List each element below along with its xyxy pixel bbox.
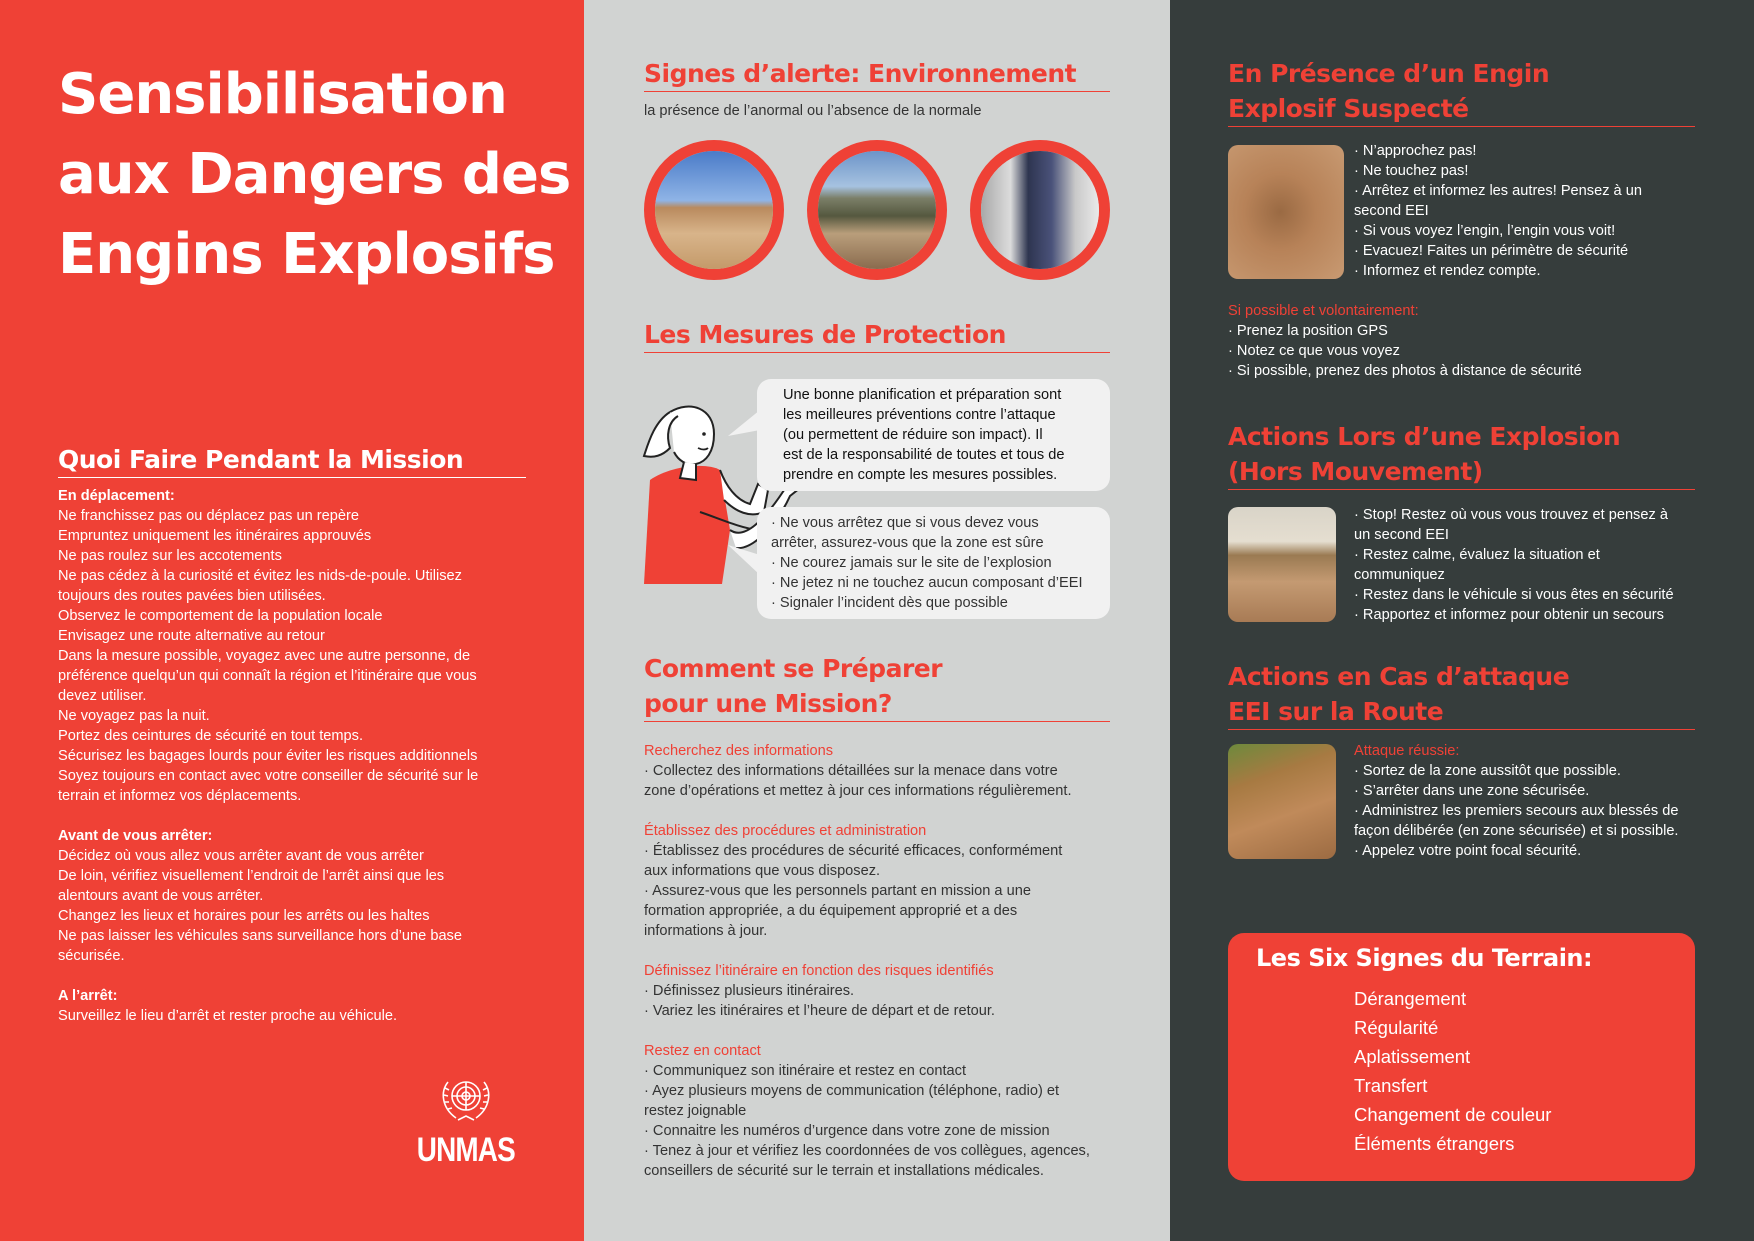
text-line: · Rapportez et informez pour obtenir un secours — [1354, 607, 1664, 623]
text-line: Surveillez le lieu d’arrêt et rester proche au véhicule. — [58, 1008, 398, 1024]
list-item: Changement de couleur — [1354, 1104, 1552, 1125]
text-line: préférence quelqu’un qui connaît la région et l’itinéraire que vous — [58, 668, 477, 684]
text-line: Portez des ceintures de sécurité en tout temps. — [58, 728, 364, 744]
text-line: · Restez dans le véhicule si vous êtes en sécurité — [1354, 587, 1674, 603]
un-emblem-icon — [436, 1072, 496, 1126]
list-item: Aplatissement — [1354, 1046, 1471, 1067]
text-line: · Arrêtez et informez les autres! Pensez à un — [1354, 183, 1642, 199]
possible-title: Si possible et volontairement: — [1228, 303, 1419, 319]
text-line: Empruntez uniquement les itinéraires approuvés — [58, 528, 372, 544]
text-line: · Prenez la position GPS — [1228, 323, 1388, 339]
list-item: Régularité — [1354, 1017, 1439, 1038]
text-line: · Sortez de la zone aussitôt que possible. — [1354, 763, 1621, 779]
prep-section-title: Établissez des procédures et administration — [644, 823, 927, 839]
text-line: · Administrez les premiers secours aux blessés de — [1354, 803, 1679, 819]
mission-body — [58, 486, 558, 1026]
bubble-tail — [728, 410, 760, 440]
alert-subtitle — [644, 101, 1110, 121]
six-signs-title: Les Six Signes du Terrain: — [1256, 944, 1593, 972]
speech-bubble-planning — [757, 379, 1110, 491]
text-line: façon délibérée (en zone sécurisée) et si possible. — [1354, 823, 1679, 839]
text-line: · Connaitre les numéros d’urgence dans votre zone de mission — [644, 1123, 1050, 1139]
text-line: Ne pas roulez sur les accotements — [58, 548, 282, 564]
text-line: un second EEI — [1354, 527, 1449, 543]
left-panel — [0, 0, 584, 1241]
street-photo — [644, 140, 784, 280]
title-line: Engins Explosifs — [58, 222, 555, 287]
text-line: · Si vous voyez l’engin, l’engin vous voit! — [1354, 223, 1616, 239]
text-line: alentours avant de vous arrêter. — [58, 888, 264, 904]
mission-heading — [58, 442, 526, 478]
text-line: · Signaler l’incident dès que possible — [771, 595, 1008, 611]
text-line: · Collectez des informations détaillées sur la menace dans votre — [644, 763, 1058, 779]
heading-text: Les Mesures de Protection — [644, 320, 1006, 349]
text-line: De loin, vérifiez visuellement l’endroit de l’arrêt ainsi que les — [58, 868, 445, 884]
text-line: devez utiliser. — [58, 688, 147, 704]
arret-title: A l’arrêt: — [58, 988, 118, 1004]
six-signs-box — [1228, 933, 1695, 1181]
text-line: prendre en compte les mesures possibles. — [783, 467, 1058, 483]
alert-heading — [644, 56, 1110, 92]
deplacement-title: En déplacement: — [58, 488, 175, 504]
explosion-photo — [1228, 507, 1336, 622]
text-line: · Ne jetez ni ne touchez aucun composant d’EEI — [771, 575, 1083, 591]
road-attack-photo — [1228, 744, 1336, 859]
text-line: · S’arrêter dans une zone sécurisée. — [1354, 783, 1590, 799]
text-line: aux informations que vous disposez. — [644, 863, 881, 879]
explosion-list — [1354, 505, 1699, 625]
text-line: · Assurez-vous que les personnels partant en mission a une — [644, 883, 1031, 899]
prep-heading — [644, 651, 1110, 722]
list-item: Dérangement — [1354, 988, 1467, 1009]
text-line: sécurisée. — [58, 948, 125, 964]
text-line: · Établissez des procédures de sécurité efficaces, conformément — [644, 843, 1063, 859]
text-line: · Définissez plusieurs itinéraires. — [644, 983, 855, 999]
text-line: · Ayez plusieurs moyens de communication (téléphone, radio) et — [644, 1083, 1060, 1099]
speech-bubble-rules — [757, 507, 1110, 619]
text-line: Observez le comportement de la population locale — [58, 608, 383, 624]
text-line: Sécurisez les bagages lourds pour éviter les risques additionnels — [58, 748, 478, 764]
text-line: Changez les lieux et horaires pour les arrêts ou les haltes — [58, 908, 430, 924]
person-photo — [970, 140, 1110, 280]
text-line: informations à jour. — [644, 923, 768, 939]
text-line: communiquez — [1354, 567, 1445, 583]
list-item: Éléments étrangers — [1354, 1133, 1515, 1154]
logo-text: UNMAS — [416, 1131, 516, 1169]
text-line: · Si possible, prenez des photos à distance de sécurité — [1228, 363, 1582, 379]
presence-heading — [1228, 56, 1695, 127]
prep-section-title: Restez en contact — [644, 1043, 761, 1059]
text-line: arrêter, assurez-vous que la zone est sûre — [771, 535, 1044, 551]
main-title — [58, 55, 571, 295]
heading-line: EEI sur la Route — [1228, 697, 1444, 726]
heading-text: Quoi Faire Pendant la Mission — [58, 445, 464, 474]
text-line: la présence de l’anormal ou l’absence de la normale — [644, 103, 982, 119]
text-line: · Appelez votre point focal sécurité. — [1354, 843, 1582, 859]
heading-line: pour une Mission? — [644, 689, 892, 718]
suspect-device-photo — [1228, 145, 1344, 279]
text-line: · Variez les itinéraires et l’heure de départ et de retour. — [644, 1003, 995, 1019]
text-line: formation appropriée, a du équipement approprié et a des — [644, 903, 1018, 919]
text-line: · Restez calme, évaluez la situation et — [1354, 547, 1600, 563]
protection-heading — [644, 317, 1110, 353]
attack-heading — [1228, 659, 1695, 730]
text-line: (ou permettent de réduire son impact). Il — [783, 427, 1043, 443]
text-line: terrain et informez vos déplacements. — [58, 788, 302, 804]
prep-section-title: Définissez l’itinéraire en fonction des risques identifiés — [644, 963, 994, 979]
text-line: est de la responsabilité de toutes et tous de — [783, 447, 1065, 463]
text-line: restez joignable — [644, 1103, 747, 1119]
bubble-tail — [728, 545, 760, 577]
text-line: · Ne vous arrêtez que si vous devez vous — [771, 515, 1039, 531]
text-line: Décidez où vous allez vous arrêter avant de vous arrêter — [58, 848, 424, 864]
prep-body — [644, 741, 1114, 1181]
text-line: Ne pas cédez à la curiosité et évitez les nids-de-poule. Utilisez — [58, 568, 462, 584]
text-line: les meilleures préventions contre l’attaque — [783, 407, 1056, 423]
six-signs-list — [1354, 984, 1551, 1158]
heading-line: (Hors Mouvement) — [1228, 457, 1483, 486]
text-line: Ne franchissez pas ou déplacez pas un repère — [58, 508, 359, 524]
text-line: · Evacuez! Faites un périmètre de sécurité — [1354, 243, 1629, 259]
list-item: Transfert — [1354, 1075, 1428, 1096]
attack-list — [1354, 741, 1699, 861]
text-line: · Tenez à jour et vérifiez les coordonnées de vos collègues, agences, — [644, 1143, 1090, 1159]
text-line: · Stop! Restez où vous vous trouvez et pensez à — [1354, 507, 1668, 523]
text-line: second EEI — [1354, 203, 1429, 219]
text-line: · Informez et rendez compte. — [1354, 263, 1541, 279]
text-line: Soyez toujours en contact avec votre conseiller de sécurité sur le — [58, 768, 479, 784]
title-line: Sensibilisation — [58, 62, 507, 127]
text-line: · Notez ce que vous voyez — [1228, 343, 1400, 359]
vehicle-photo — [807, 140, 947, 280]
text-line: Une bonne planification et préparation sont — [783, 387, 1062, 403]
title-line: aux Dangers des — [58, 142, 571, 207]
heading-line: Explosif Suspecté — [1228, 94, 1469, 123]
text-line: Ne pas laisser les véhicules sans surveillance hors d’une base — [58, 928, 462, 944]
heading-line: Actions Lors d’une Explosion — [1228, 422, 1621, 451]
text-line: conseillers de sécurité sur le terrain et installations médicales. — [644, 1163, 1044, 1179]
text-line: toujours des routes pavées bien utilisées. — [58, 588, 326, 604]
heading-line: En Présence d’un Engin — [1228, 59, 1550, 88]
heading-line: Comment se Préparer — [644, 654, 943, 683]
unmas-logo — [406, 1072, 526, 1170]
presence-list — [1354, 141, 1699, 281]
text-line: Envisagez une route alternative au retour — [58, 628, 325, 644]
text-line: zone d’opérations et mettez à jour ces informations régulièrement. — [644, 783, 1072, 799]
attack-title: Attaque réussie: — [1354, 743, 1460, 759]
text-line: · N’approchez pas! — [1354, 143, 1477, 159]
prep-section-title: Recherchez des informations — [644, 743, 833, 759]
arret-avant-title: Avant de vous arrêter: — [58, 828, 213, 844]
text-line: · Communiquez son itinéraire et restez en contact — [644, 1063, 967, 1079]
explosion-heading — [1228, 419, 1695, 490]
text-line: Dans la mesure possible, voyagez avec une autre personne, de — [58, 648, 471, 664]
heading-line: Actions en Cas d’attaque — [1228, 662, 1570, 691]
text-line: · Ne touchez pas! — [1354, 163, 1469, 179]
heading-text: Signes d’alerte: Environnement — [644, 59, 1077, 88]
text-line: · Ne courez jamais sur le site de l’explosion — [771, 555, 1052, 571]
possible-list — [1228, 301, 1695, 381]
text-line: Ne voyagez pas la nuit. — [58, 708, 210, 724]
